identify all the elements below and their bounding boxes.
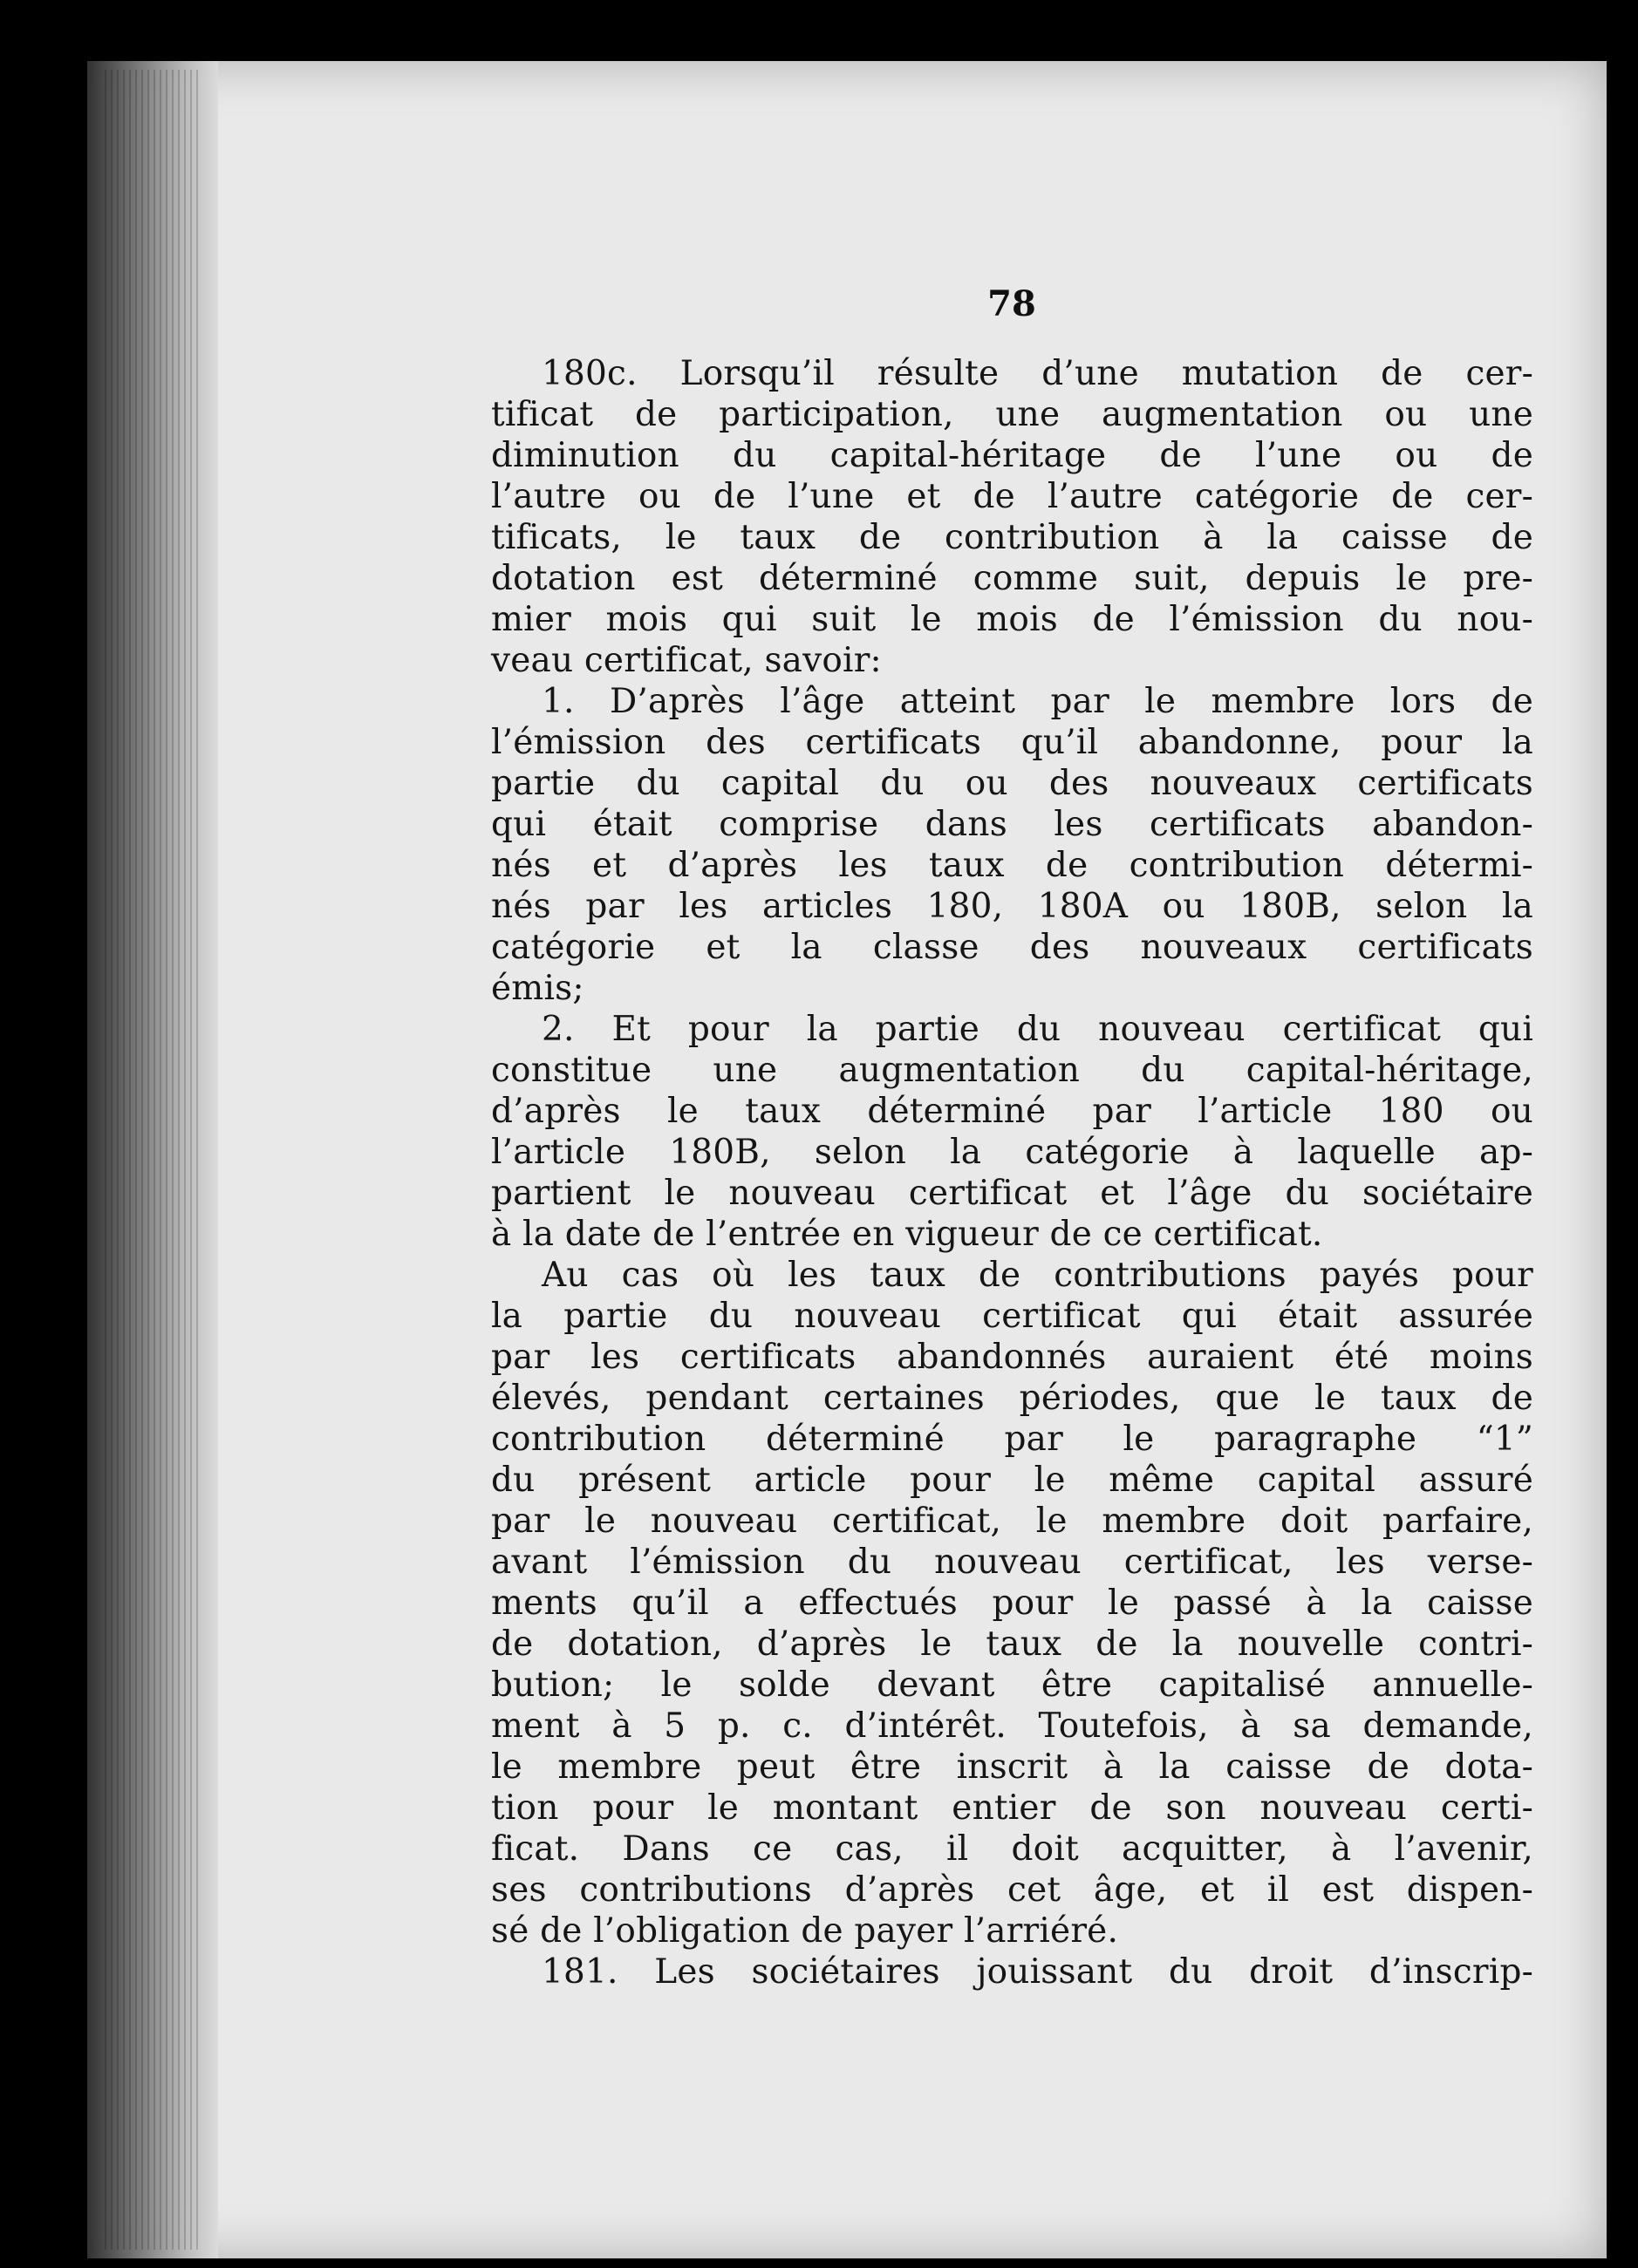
text-line: le membre peut être inscrit à la caisse de dota- [491, 1747, 1533, 1787]
text-line: émis; [491, 969, 584, 1008]
text-line: de dotation, d’après le taux de la nouvelle contri- [491, 1624, 1533, 1664]
text-line: ses contributions d’après cet âge, et il est dispen- [491, 1870, 1533, 1910]
scan-border-right [1607, 52, 1638, 2268]
text-line: partient le nouveau certificat et l’âge du sociétaire [491, 1174, 1533, 1213]
text-line: ment à 5 p. c. d’intérêt. Toutefois, à sa demande, [491, 1706, 1533, 1746]
text-line: l’article 180B, selon la catégorie à laquelle ap- [491, 1133, 1533, 1172]
text-line: tificat de participation, une augmentation ou une [491, 395, 1533, 434]
text-line: du présent article pour le même capital assuré [491, 1461, 1533, 1500]
page-number: 78 [987, 283, 1036, 324]
text-line: nés par les articles 180, 180A ou 180B, selon la [491, 887, 1533, 926]
body-text [491, 353, 1533, 1992]
text-line: à la date de l’entrée en vigueur de ce certificat. [491, 1215, 1323, 1254]
spine-texture [105, 70, 201, 2250]
text-line: catégorie et la classe des nouveaux certificats [491, 928, 1533, 967]
text-line: tificats, le taux de contribution à la caisse de [491, 518, 1533, 557]
text-line: ficat. Dans ce cas, il doit acquitter, à l’avenir, [491, 1829, 1533, 1869]
text-line: partie du capital du ou des nouveaux certificats [491, 764, 1533, 803]
text-line: sé de l’obligation de payer l’arriéré. [491, 1911, 1119, 1951]
text-line: la partie du nouveau certificat qui était assurée [491, 1297, 1533, 1336]
text-line: contribution déterminé par le paragraphe “1” [491, 1420, 1533, 1459]
text-line: bution; le solde devant être capitalisé annuelle- [491, 1665, 1533, 1705]
text-line: l’autre ou de l’une et de l’autre catégorie de cer- [491, 477, 1533, 516]
text-line: 181. Les sociétaires jouissant du droit d’inscrip- [542, 1952, 1533, 1992]
text-line: 1. D’après l’âge atteint par le membre lors de [542, 682, 1533, 721]
text-line: mier mois qui suit le mois de l’émission du nou- [491, 600, 1533, 639]
text-line: élevés, pendant certaines périodes, que le taux de [491, 1379, 1533, 1418]
text-line: par les certificats abandonnés auraient été moins [491, 1338, 1533, 1377]
text-line: Au cas où les taux de contributions payés pour [542, 1256, 1533, 1295]
text-line: diminution du capital-héritage de l’une ou de [491, 436, 1533, 475]
text-line: qui était comprise dans les certificats abandon- [491, 805, 1533, 844]
text-line: veau certificat, savoir: [491, 641, 882, 680]
text-line: par le nouveau certificat, le membre doit parfaire, [491, 1502, 1533, 1541]
text-line: dotation est déterminé comme suit, depuis le pre- [491, 559, 1533, 598]
text-line: avant l’émission du nouveau certificat, les verse- [491, 1543, 1533, 1582]
text-line: nés et d’après les taux de contribution détermi- [491, 846, 1533, 885]
text-line: d’après le taux déterminé par l’article 180 ou [491, 1092, 1533, 1131]
text-line: 180c. Lorsqu’il résulte d’une mutation de cer- [542, 354, 1533, 393]
text-line: constitue une augmentation du capital-héritage, [491, 1051, 1533, 1090]
text-line: l’émission des certificats qu’il abandonne, pour la [491, 723, 1533, 762]
text-line: ments qu’il a effectués pour le passé à la caisse [491, 1584, 1533, 1623]
text-line: 2. Et pour la partie du nouveau certificat qui [542, 1010, 1533, 1049]
text-line: tion pour le montant entier de son nouveau certi- [491, 1788, 1533, 1828]
